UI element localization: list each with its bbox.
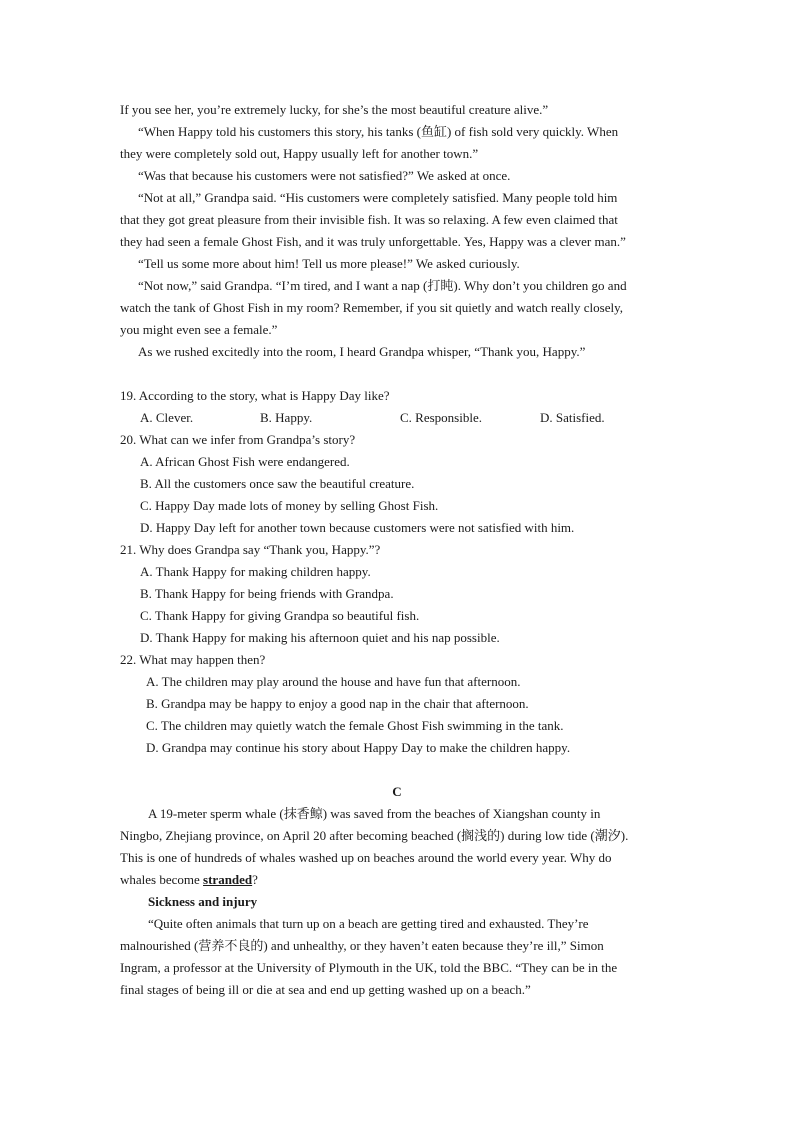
question-21-stem: 21. Why does Grandpa say “Thank you, Happy.”?: [120, 542, 381, 557]
passage-c-text: ?: [252, 872, 258, 887]
q20-option-a[interactable]: A. African Ghost Fish were endangered.: [140, 454, 350, 469]
q22-option-b[interactable]: B. Grandpa may be happy to enjoy a good nap in the chair that afternoon.: [146, 696, 529, 711]
passage-b-line: watch the tank of Ghost Fish in my room? Remember, if you sit quietly and watch really closely,: [120, 300, 624, 315]
q19-option-b[interactable]: B. Happy.: [260, 410, 313, 425]
q22-option-c[interactable]: C. The children may quietly watch the female Ghost Fish swimming in the tank.: [146, 718, 564, 733]
q21-option-b[interactable]: B. Thank Happy for being friends with Grandpa.: [140, 586, 394, 601]
question-22-stem: 22. What may happen then?: [120, 652, 266, 667]
keyword-stranded: stranded: [203, 872, 253, 887]
q19-option-c[interactable]: C. Responsible.: [400, 410, 482, 425]
passage-b-line: “When Happy told his customers this story, his tanks (鱼缸) of fish sold very quickly. When: [138, 124, 619, 139]
q22-option-a[interactable]: A. The children may play around the house and have fun that afternoon.: [146, 674, 521, 689]
q20-option-d[interactable]: D. Happy Day left for another town because customers were not satisfied with him.: [140, 520, 575, 535]
passage-c-text: whales become: [120, 872, 204, 887]
question-19-stem: 19. According to the story, what is Happy Day like?: [120, 388, 390, 403]
passage-b-line: As we rushed excitedly into the room, I heard Grandpa whisper, “Thank you, Happy.”: [138, 344, 586, 359]
passage-c-line: final stages of being ill or die at sea and end up getting washed up on a beach.”: [120, 982, 531, 997]
question-20-stem: 20. What can we infer from Grandpa’s story?: [120, 432, 356, 447]
passage-c-line: Ningbo, Zhejiang province, on April 20 after becoming beached (搁浅的) during low tide (潮汐).: [120, 828, 629, 843]
q21-option-c[interactable]: C. Thank Happy for giving Grandpa so beautiful fish.: [140, 608, 420, 623]
section-heading-c: C: [392, 784, 402, 799]
passage-b-line: you might even see a female.”: [120, 322, 278, 337]
passage-b-line: “Not at all,” Grandpa said. “His customers were completely satisfied. Many people told him: [138, 190, 618, 205]
q22-option-d[interactable]: D. Grandpa may continue his story about Happy Day to make the children happy.: [146, 740, 571, 755]
passage-c-line: This is one of hundreds of whales washed up on beaches around the world every year. Why do: [120, 850, 612, 865]
q20-option-b[interactable]: B. All the customers once saw the beautiful creature.: [140, 476, 415, 491]
passage-c-line: malnourished (营养不良的) and unhealthy, or they haven’t eaten because they’re ill,” Simon: [120, 938, 604, 953]
passage-b-line: “Tell us some more about him! Tell us more please!” We asked curiously.: [138, 256, 520, 271]
q21-option-a[interactable]: A. Thank Happy for making children happy.: [140, 564, 371, 579]
passage-c-line: [120, 872, 258, 888]
passage-b-line: they had seen a female Ghost Fish, and it was truly unforgettable. Yes, Happy was a clever man.”: [120, 234, 626, 249]
q19-option-d[interactable]: D. Satisfied.: [540, 410, 605, 425]
passage-b-line: they were completely sold out, Happy usually left for another town.”: [120, 146, 479, 161]
question-19-options: [140, 410, 700, 426]
passage-c-line: Ingram, a professor at the University of Plymouth in the UK, told the BBC. “They can be in the: [120, 960, 618, 975]
passage-c-line: “Quite often animals that turn up on a beach are getting tired and exhausted. They’re: [148, 916, 589, 931]
q21-option-d[interactable]: D. Thank Happy for making his afternoon quiet and his nap possible.: [140, 630, 500, 645]
passage-b-line: “Was that because his customers were not satisfied?” We asked at once.: [138, 168, 511, 183]
q19-option-a[interactable]: A. Clever.: [140, 410, 194, 425]
passage-b-line: that they got great pleasure from their invisible fish. It was so relaxing. A few even claimed that: [120, 212, 618, 227]
passage-c-line: A 19-meter sperm whale (抹香鲸) was saved from the beaches of Xiangshan county in: [148, 806, 601, 821]
q20-option-c[interactable]: C. Happy Day made lots of money by selling Ghost Fish.: [140, 498, 439, 513]
passage-b-line: “Not now,” said Grandpa. “I’m tired, and I want a nap (打盹). Why don’t you children go and: [138, 278, 627, 293]
passage-b-line: If you see her, you’re extremely lucky, for she’s the most beautiful creature alive.”: [120, 102, 549, 117]
subheading-sickness-injury: Sickness and injury: [148, 894, 258, 909]
